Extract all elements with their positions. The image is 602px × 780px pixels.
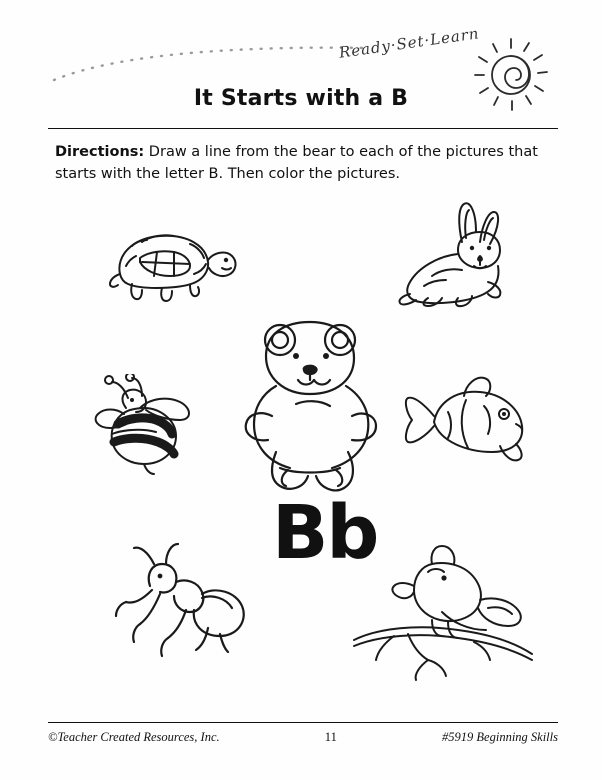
footer-product-code: #5919 Beginning Skills — [442, 730, 558, 744]
divider-bottom — [48, 722, 558, 723]
picture-bear[interactable] — [236, 312, 386, 502]
directions-label: Directions: — [55, 144, 145, 160]
letter-bb: Bb — [272, 490, 378, 576]
picture-bunny[interactable] — [388, 198, 518, 318]
page-title: It Starts with a B — [193, 86, 409, 111]
picture-bee[interactable] — [88, 374, 218, 484]
footer-page-number: 11 — [324, 730, 337, 744]
picture-fish[interactable] — [404, 372, 544, 472]
brand-script-logo: Ready·Set·Learn — [337, 24, 481, 62]
divider-top — [48, 128, 558, 129]
dotted-arc-decoration — [52, 46, 372, 88]
page-footer — [48, 730, 558, 745]
directions-text — [55, 142, 555, 186]
footer-copyright: ©Teacher Created Resources, Inc. — [48, 730, 220, 744]
picture-area — [40, 196, 564, 706]
picture-ant[interactable] — [90, 542, 250, 662]
picture-turtle[interactable] — [102, 212, 242, 312]
directions-body: Draw a line from the bear to each of the pictures that starts with the letter B. Then color the pictures. — [55, 144, 538, 182]
